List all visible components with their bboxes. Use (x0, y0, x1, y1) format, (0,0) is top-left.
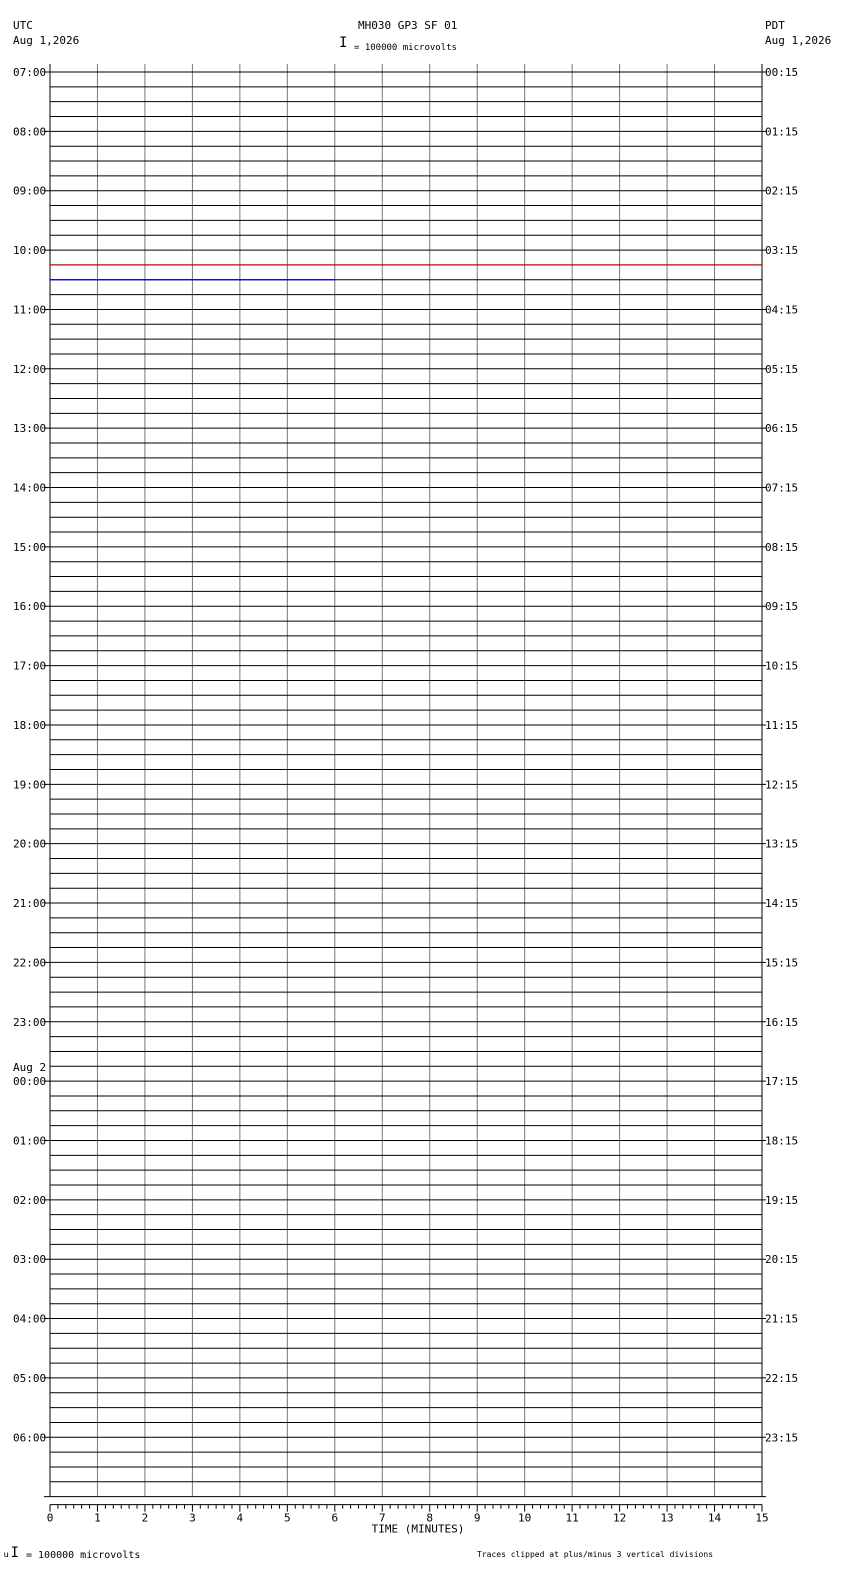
date-change-label: Aug 2 (13, 1061, 47, 1075)
utc-hour-label: 16:00 (13, 600, 47, 614)
pdt-zone-label: PDT (765, 19, 785, 32)
pdt-hour-label: 09:15 (765, 600, 799, 614)
x-axis-title: TIME (MINUTES) (371, 1522, 465, 1536)
utc-hour-label: 03:00 (13, 1253, 47, 1267)
x-tick-label: 4 (236, 1511, 244, 1525)
utc-hour-label: 17:00 (13, 659, 47, 673)
x-tick-label: 11 (565, 1511, 579, 1525)
x-tick-label: 6 (331, 1511, 339, 1525)
pdt-hour-label: 02:15 (765, 184, 799, 198)
utc-hour-label: 08:00 (13, 125, 47, 139)
pdt-hour-label: 14:15 (765, 897, 799, 911)
x-tick-label: 1 (94, 1511, 101, 1525)
pdt-hour-label: 18:15 (765, 1134, 799, 1148)
utc-hour-label: 01:00 (13, 1134, 47, 1148)
pdt-hour-label: 12:15 (765, 778, 799, 792)
x-tick-label: 8 (426, 1511, 434, 1525)
pdt-hour-label: 20:15 (765, 1253, 799, 1267)
utc-hour-label: 11:00 (13, 303, 47, 317)
pdt-hour-label: 10:15 (765, 659, 799, 673)
x-tick-label: 9 (473, 1511, 481, 1525)
pdt-hour-label: 19:15 (765, 1193, 799, 1207)
utc-hour-label: 10:00 (13, 244, 47, 258)
utc-date-label: Aug 1,2026 (13, 34, 80, 47)
pdt-hour-label: 21:15 (765, 1312, 799, 1326)
scale-bar-icon: I (339, 35, 348, 51)
utc-hour-label: 04:00 (13, 1312, 47, 1326)
utc-hour-label: 22:00 (13, 956, 47, 970)
footer-scale-label: = 100000 microvolts (26, 1550, 141, 1561)
pdt-hour-label: 06:15 (765, 422, 799, 436)
utc-hour-label: 12:00 (13, 362, 47, 376)
utc-hour-label: 21:00 (13, 897, 47, 911)
utc-hour-label: 18:00 (13, 718, 47, 732)
x-tick-label: 3 (189, 1511, 196, 1525)
utc-hour-label: 23:00 (13, 1015, 47, 1029)
utc-hour-label: 19:00 (13, 778, 47, 792)
utc-hour-label: 20:00 (13, 837, 47, 851)
footer-scale-icon: ᵤI (2, 1545, 19, 1561)
x-tick-label: 5 (284, 1511, 291, 1525)
pdt-hour-label: 01:15 (765, 125, 799, 139)
utc-hour-label: 05:00 (13, 1371, 47, 1385)
x-tick-label: 2 (141, 1511, 149, 1525)
utc-hour-label: 14:00 (13, 481, 47, 495)
x-tick-label: 14 (707, 1511, 722, 1525)
x-tick-label: 10 (518, 1511, 532, 1525)
pdt-hour-label: 11:15 (765, 718, 799, 732)
scale-label: = 100000 microvolts (354, 43, 457, 53)
utc-hour-label: 00:00 (13, 1075, 47, 1089)
utc-hour-label: 07:00 (13, 66, 47, 79)
pdt-hour-label: 08:15 (765, 540, 799, 554)
pdt-hour-label: 13:15 (765, 837, 799, 851)
x-tick-label: 7 (378, 1511, 386, 1525)
x-tick-label: 15 (755, 1511, 769, 1525)
clip-note: Traces clipped at plus/minus 3 vertical divisions (477, 1550, 714, 1559)
pdt-date-label: Aug 1,2026 (765, 34, 832, 47)
pdt-hour-label: 07:15 (765, 481, 799, 495)
x-tick-label: 0 (46, 1511, 54, 1525)
utc-hour-label: 02:00 (13, 1193, 47, 1207)
x-tick-label: 13 (660, 1511, 674, 1525)
pdt-hour-label: 15:15 (765, 956, 799, 970)
pdt-hour-label: 03:15 (765, 244, 799, 258)
utc-hour-label: 13:00 (13, 422, 47, 436)
pdt-hour-label: 22:15 (765, 1371, 799, 1385)
utc-zone-label: UTC (13, 19, 33, 32)
pdt-hour-label: 00:15 (765, 66, 799, 79)
utc-hour-label: 09:00 (13, 184, 47, 198)
pdt-hour-label: 16:15 (765, 1015, 799, 1029)
pdt-hour-label: 04:15 (765, 303, 799, 317)
chart-title: MH030 GP3 SF 01 (358, 19, 458, 32)
pdt-hour-label: 05:15 (765, 362, 799, 376)
utc-hour-label: 15:00 (13, 540, 47, 554)
pdt-hour-label: 23:15 (765, 1431, 799, 1445)
pdt-hour-label: 17:15 (765, 1075, 799, 1089)
x-tick-label: 12 (612, 1511, 627, 1525)
utc-hour-label: 06:00 (13, 1431, 47, 1445)
